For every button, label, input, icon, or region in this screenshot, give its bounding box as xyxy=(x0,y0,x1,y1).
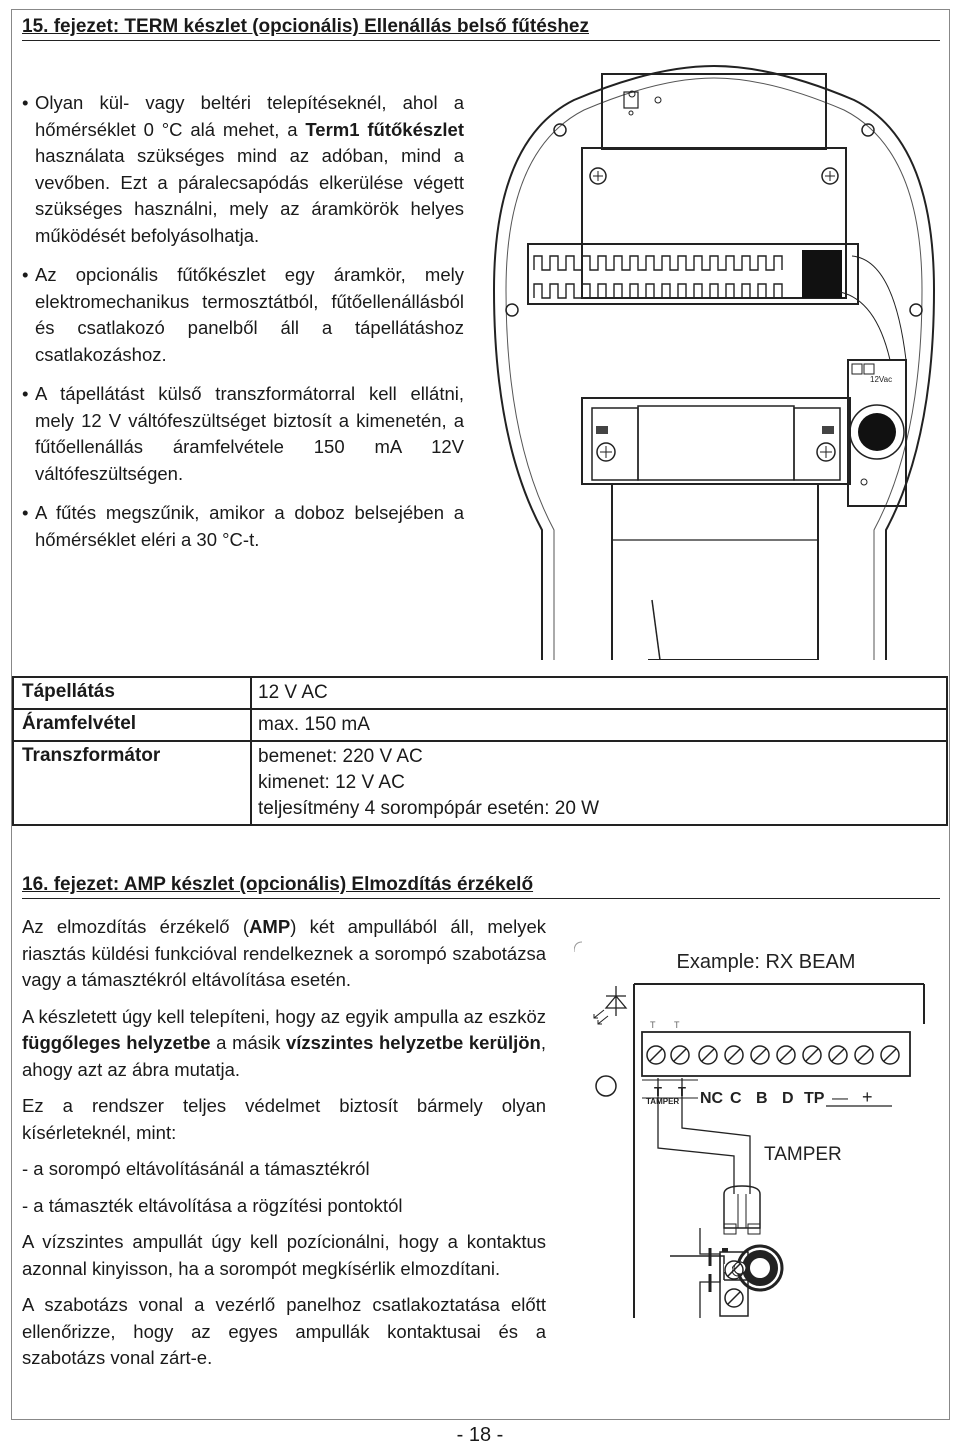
bullet-3 xyxy=(22,381,464,487)
spec-value: teljesítmény 4 sorompópár esetén: 20 W xyxy=(258,798,600,819)
spec-row-power xyxy=(14,678,946,710)
bold-text: AMP xyxy=(249,916,291,937)
bold-text: vízszintes helyzetbe kerüljön xyxy=(285,1032,541,1053)
text-run: A fűtés megszűnik, amikor a doboz belsejében a hőmérséklet eléri a 30 °C-t. xyxy=(35,502,464,550)
paragraph xyxy=(22,1156,546,1183)
section-16-heading: 16. fejezet: AMP készlet (opcionális) Elmozdítás érzékelő xyxy=(22,874,940,899)
text-run: A tápellátást külső transzformátorral kell ellátni, mely 12 V váltófeszültséget biztosít a kimenetén, a fűtőellenállás áramfelvétele 150 mA 12V váltófeszültségen. xyxy=(35,383,464,484)
bullet-2 xyxy=(22,262,464,368)
terminal-label: T xyxy=(654,1084,662,1099)
terminal-label: T xyxy=(678,1084,686,1099)
text-run: Az elmozdítás érzékelő ( xyxy=(22,916,250,937)
paragraph xyxy=(22,1229,546,1282)
example-label: Example: RX BEAM xyxy=(676,951,856,973)
svg-text:T: T xyxy=(650,1020,656,1030)
bullet-1 xyxy=(22,90,464,249)
voltage-label: 12Vac xyxy=(870,375,893,384)
paragraph xyxy=(22,914,546,994)
paragraph xyxy=(22,1004,546,1084)
spec-label: Transzformátor xyxy=(22,745,161,766)
text-run: - a támaszték eltávolítása a rögzítési pontoktól xyxy=(22,1194,403,1216)
text-run: Ez a rendszer teljes védelmet biztosít bármely olyan kísérleteknél, mint: xyxy=(22,1095,546,1143)
spec-value: 12 V AC xyxy=(258,682,328,703)
amp-mount-screws xyxy=(708,1250,758,1320)
text-run: A szabotázs vonal a vezérlő panelhoz csatlakoztatása előtt ellenőrizze, hogy az egyes ampullák kontaktusai és a szabotázs vonal zárt-e. xyxy=(22,1294,546,1368)
terminal-label: TP xyxy=(804,1090,825,1107)
spec-row-transformer xyxy=(14,742,946,826)
spec-label: Áramfelvétel xyxy=(22,713,137,734)
terminal-label: + xyxy=(862,1087,873,1107)
text-run: , ahogy azt az ábra mutatja. xyxy=(22,1032,546,1080)
terminal-block xyxy=(642,1032,910,1076)
terminal-label: NC xyxy=(700,1090,724,1107)
spec-row-current xyxy=(14,710,946,742)
spec-value: kimenet: 12 V AC xyxy=(258,772,405,793)
svg-text:T: T xyxy=(674,1020,680,1030)
text-run: A vízszintes ampullát úgy kell pozícionálni, hogy a kontaktus azonnal kinyisson, ha a sorompót megkísérlik elmozdítani. xyxy=(22,1231,546,1279)
text-run: Olyan kül- vagy beltéri telepítéseknél, ahol a hőmérséklet 0 °C alá mehet, a xyxy=(35,92,464,140)
section-16-text xyxy=(22,914,546,1382)
text-run: ) két ampullából áll, melyek riasztás küldési funkcióval rendelkeznek a sorompó szabotázsa vagy a támasztékról eltávolítása esetén. xyxy=(22,916,546,990)
amp-kit-diagram xyxy=(574,938,946,1318)
tamper-big-label: TAMPER xyxy=(764,1144,842,1165)
ampoule-vertical-icon xyxy=(724,1186,760,1228)
bullet-4 xyxy=(22,500,464,553)
spec-value: max. 150 mA xyxy=(258,714,370,735)
terminal-label: B xyxy=(756,1090,768,1107)
page-number: - 18 - xyxy=(456,1424,504,1446)
paragraph xyxy=(22,1193,546,1220)
led-icon xyxy=(594,986,626,1024)
terminal-label: C xyxy=(730,1090,742,1107)
text-run: a másik xyxy=(210,1032,286,1053)
tamper-small-label: TAMPER xyxy=(646,1097,680,1106)
spec-value: bemenet: 220 V AC xyxy=(258,746,423,767)
text-run: használata szükséges mind az adóban, mind a vevőben. Ezt a páralecsapódás elkerülése végett szükséges használni, mely az áramkörök helyes működését befolyásolhatja. xyxy=(35,145,464,246)
bold-text: Term1 fűtőkészlet xyxy=(305,118,464,140)
section-15-bullets xyxy=(22,90,464,566)
paragraph xyxy=(22,1093,546,1146)
heating-kit-diagram xyxy=(484,60,944,660)
section-15-heading: 15. fejezet: TERM készlet (opcionális) Ellenállás belső fűtéshez xyxy=(22,16,940,41)
spec-label: Tápellátás xyxy=(22,681,115,702)
terminal-label: — xyxy=(832,1090,848,1107)
text-run: Az opcionális fűtőkészlet egy áramkör, mely elektromechanikus termosztátból, fűtőellenállásból és csatlakozó panelből áll a tápellátáshoz csatlakozáshoz. xyxy=(35,264,464,365)
bold-text: függőleges helyzetbe xyxy=(22,1032,211,1053)
text-run: - a sorompó eltávolításánál a támasztékról xyxy=(22,1158,370,1179)
terminal-label: D xyxy=(782,1090,794,1107)
spec-table xyxy=(12,676,948,826)
paragraph xyxy=(22,1292,546,1372)
text-run: A készletett úgy kell telepíteni, hogy az egyik ampulla az eszköz xyxy=(22,1005,546,1027)
